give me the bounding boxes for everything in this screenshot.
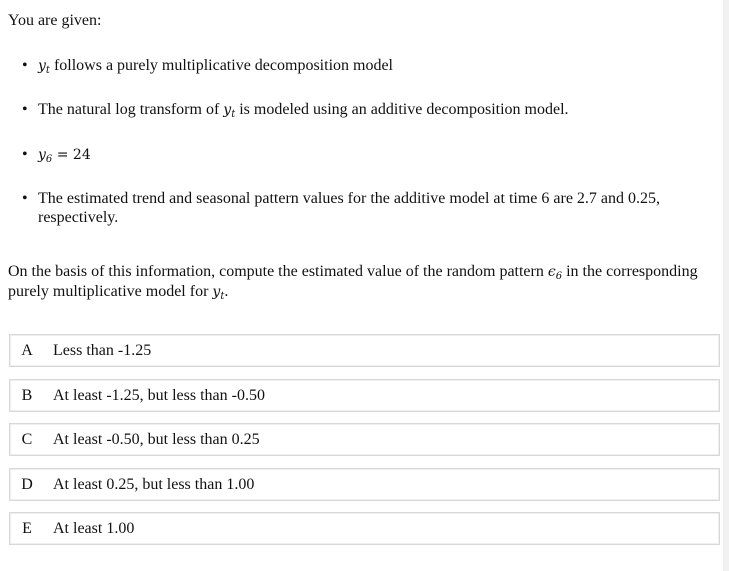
math-y-t: $y_t$ — [212, 284, 225, 302]
bullet-icon: • — [22, 146, 28, 163]
option-letter: C — [21, 431, 33, 448]
math-y-t: $y_t$ — [223, 102, 236, 120]
option-b[interactable] — [9, 379, 720, 412]
option-text: At least 1.00 — [53, 520, 135, 537]
math-y-t: $y_t$ — [38, 58, 50, 76]
option-d[interactable] — [9, 468, 720, 501]
option-letter: B — [21, 387, 33, 404]
given-text: The natural log transform of — [38, 101, 224, 118]
option-text: At least 0.25, but less than 1.00 — [53, 476, 255, 493]
math-epsilon-6: $\epsilon_6$ — [547, 264, 563, 282]
option-text: At least -1.25, but less than -0.50 — [53, 387, 265, 404]
option-letter: D — [21, 476, 33, 493]
option-letter: E — [22, 520, 32, 537]
intro-text: You are given: — [8, 12, 102, 29]
option-letter: A — [21, 342, 33, 359]
scrollbar-track[interactable] — [723, 0, 729, 571]
bullet-icon: • — [22, 190, 28, 207]
option-text: At least -0.50, but less than 0.25 — [53, 431, 260, 448]
question-text: On the basis of this information, compute the estimated value of the random pattern $\epsilon_6$ in the corresponding purely multiplicative model for $y_t$. — [8, 263, 698, 302]
math-y-6: $y_6$ — [38, 147, 53, 165]
given-text: is modeled using an additive decomposition model. — [235, 101, 569, 118]
option-text: Less than -1.25 — [53, 342, 152, 359]
option-c[interactable] — [9, 423, 720, 456]
option-e[interactable] — [9, 512, 720, 545]
given-text: follows a purely multiplicative decomposition model — [49, 57, 393, 74]
given-text: The estimated trend and seasonal pattern values for the additive model at time 6 are 2.7 and 0.25, respectively. — [38, 190, 661, 226]
bullet-icon: • — [22, 57, 28, 74]
option-a[interactable] — [9, 334, 720, 367]
math-equals-24: = 24 — [52, 147, 91, 163]
bullet-icon: • — [22, 101, 28, 118]
